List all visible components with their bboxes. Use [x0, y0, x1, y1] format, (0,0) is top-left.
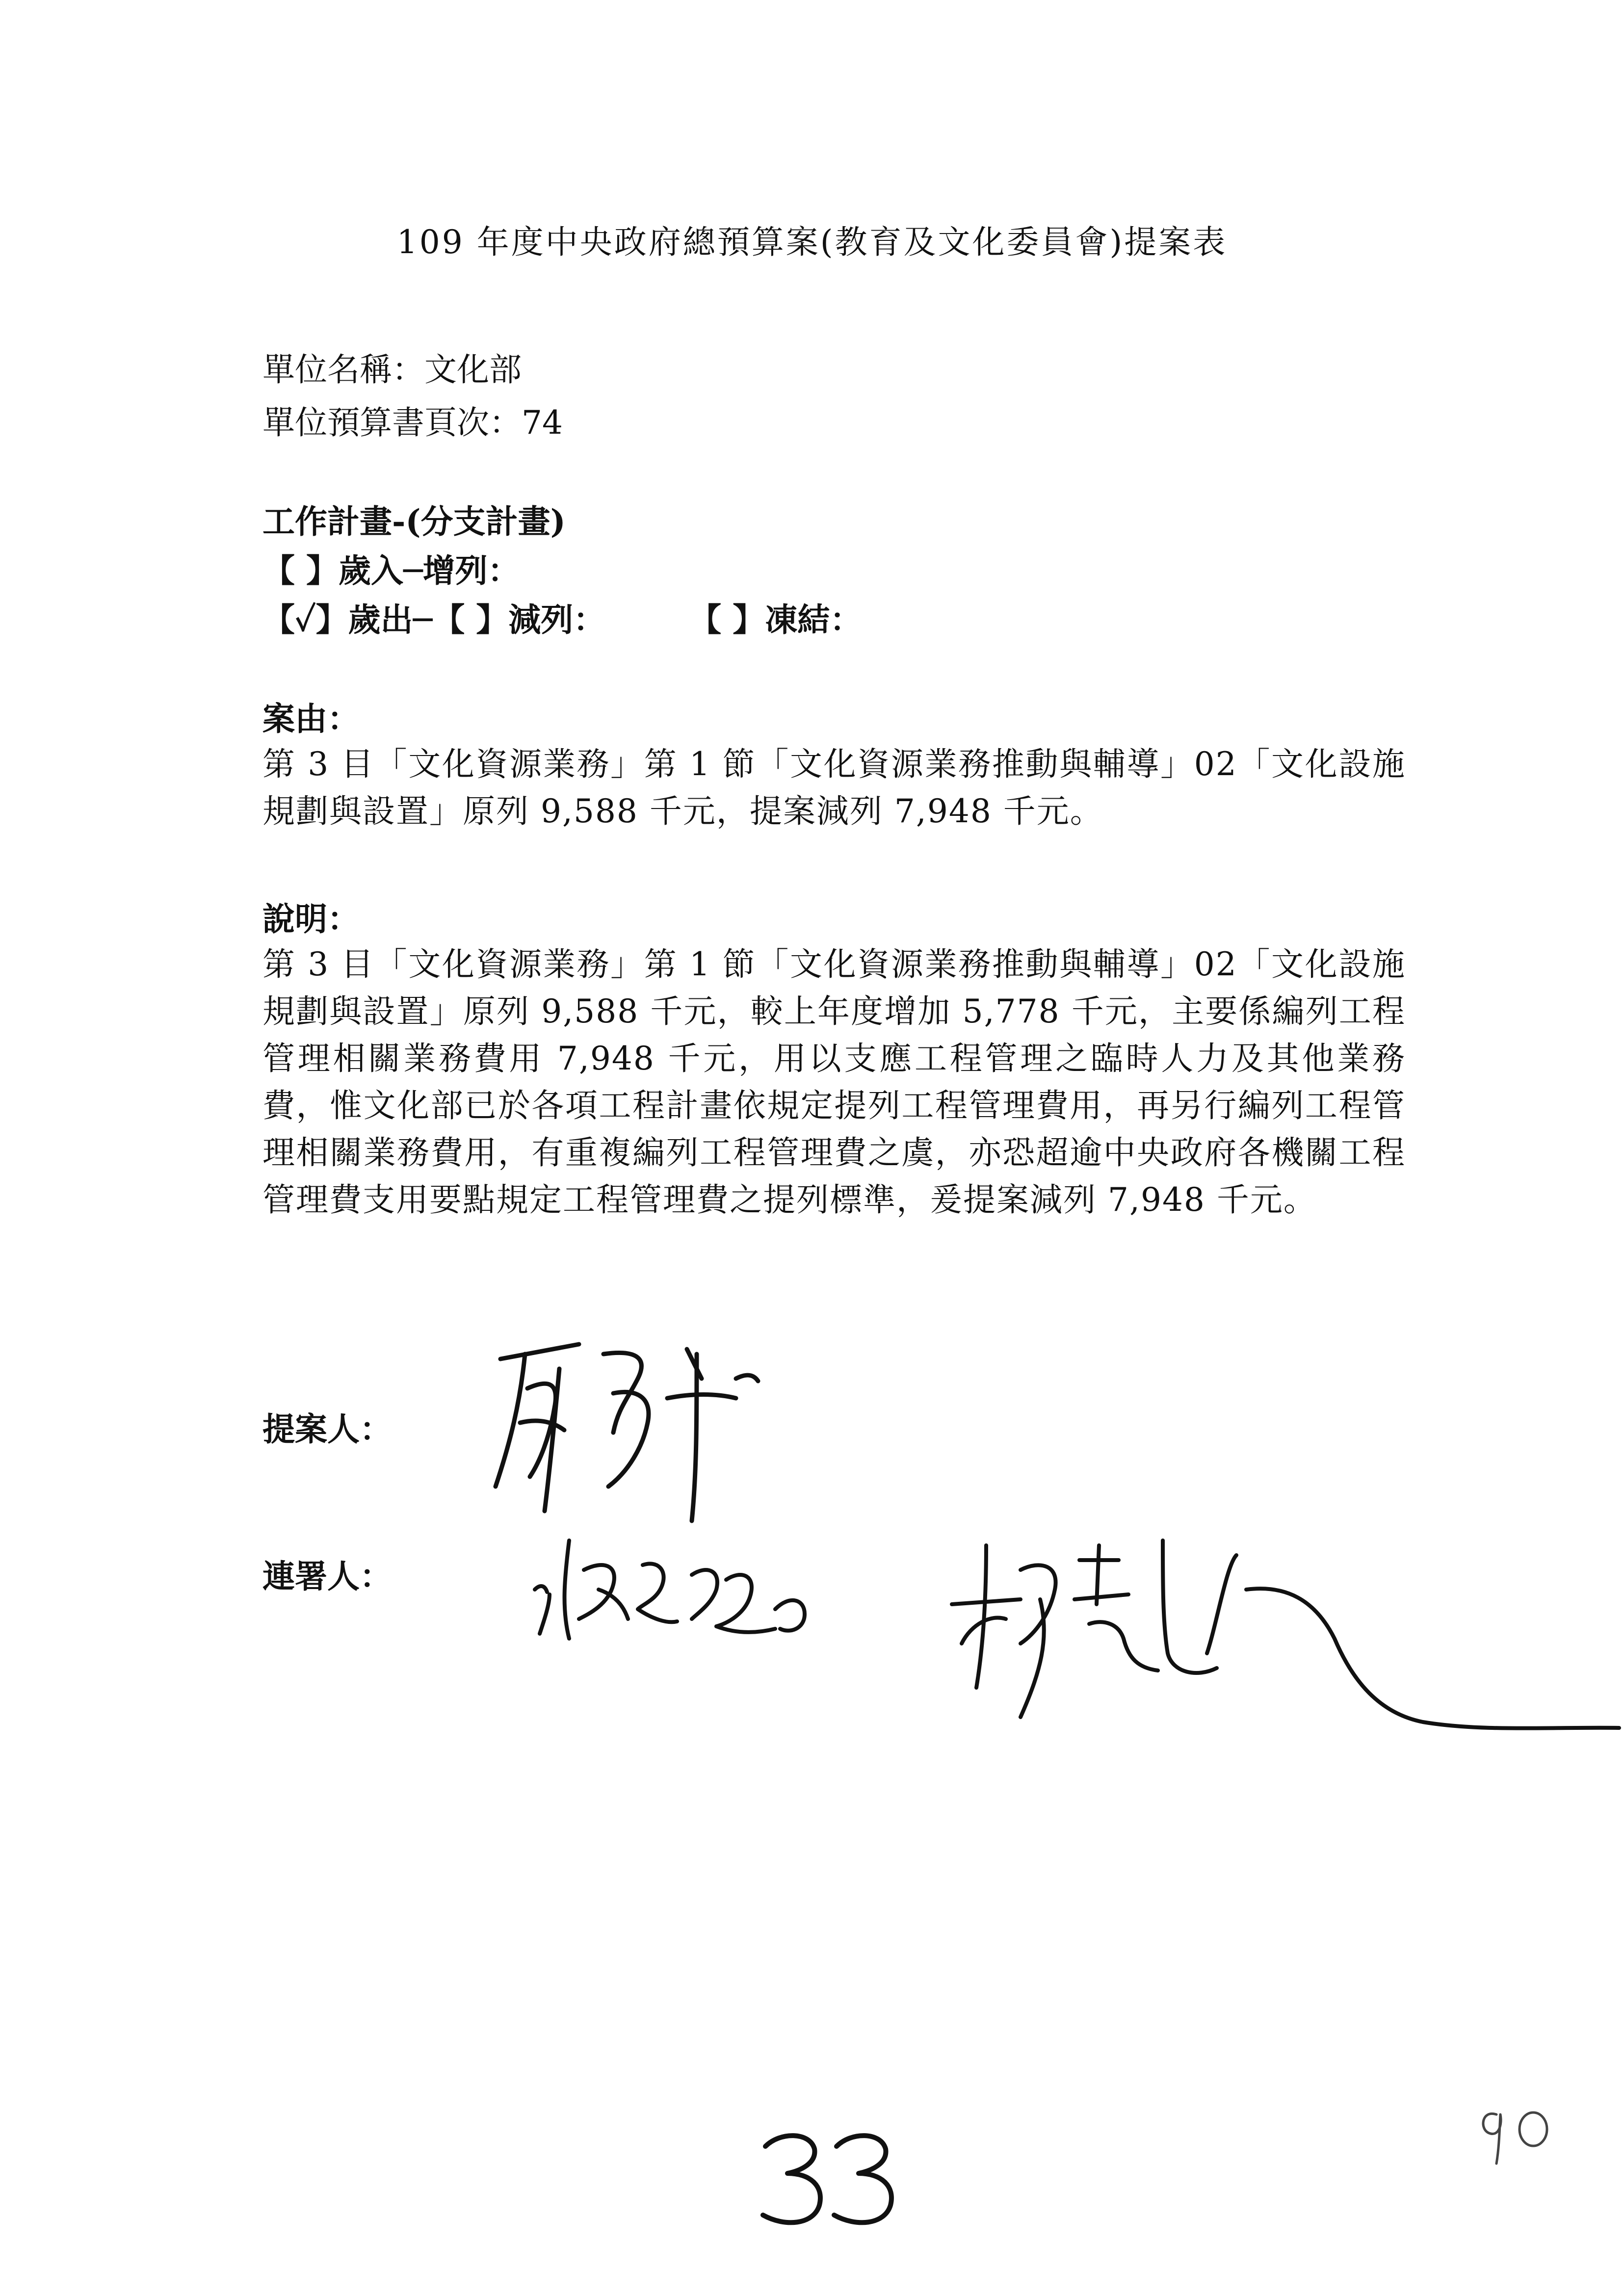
explanation-heading: 說明：: [262, 900, 360, 938]
work-plan-heading: 工作計畫-(分支計畫): [262, 502, 566, 541]
reason-body: 第 3 目「文化資源業務」第 1 節「文化資源業務推動與輔導」02「文化設施規劃與設置」原列 9,588 千元，提案減列 7,948 千元。: [262, 745, 1406, 830]
cosigner-signature-1: [530, 1521, 844, 1650]
unit-name: 單位名稱：文化部: [262, 351, 522, 389]
explanation-body: 第 3 目「文化資源業務」第 1 節「文化資源業務推動與輔導」02「文化設施規劃與設置」原列 9,588 千元，較上年度增加 5,778 千元，主要係編列工程管理相關業務費用 7,948 千元，用以支應工程管理之臨時人力及其他業務費，惟文化部已於各項工程計畫依規定提列工程管理費用，再另行編列工程管理相關業務費用，有重複編列工程管理費之虞，亦恐超逾中央政府各機關工程管理費支用要點規定工程管理費之提列標準，爰提案減列 7,948 千元。: [262, 945, 1406, 1219]
proposer-label: 提案人：: [262, 1410, 392, 1448]
proposer-signature: [481, 1325, 785, 1533]
expenditure-line: [262, 594, 862, 640]
reason-heading: 案由：: [262, 700, 360, 738]
handwritten-corner-number: [1472, 2095, 1560, 2175]
cosigner-signature-2: [942, 1526, 1619, 1724]
handwritten-page-number: [751, 2124, 908, 2234]
document-title: 109 年度中央政府總預算案(教育及文化委員會)提案表: [396, 223, 1228, 261]
expenditure-checkbox: 【✓】: [262, 600, 348, 639]
budget-page-ref: 單位預算書頁次：74: [262, 404, 563, 442]
revenue-line: 【 】歲入─增列：: [262, 551, 520, 590]
cosigner-label: 連署人：: [262, 1557, 392, 1595]
expenditure-label: 歲出─【 】減列：: [348, 600, 606, 639]
freeze-label: 【 】凍結：: [689, 600, 863, 639]
